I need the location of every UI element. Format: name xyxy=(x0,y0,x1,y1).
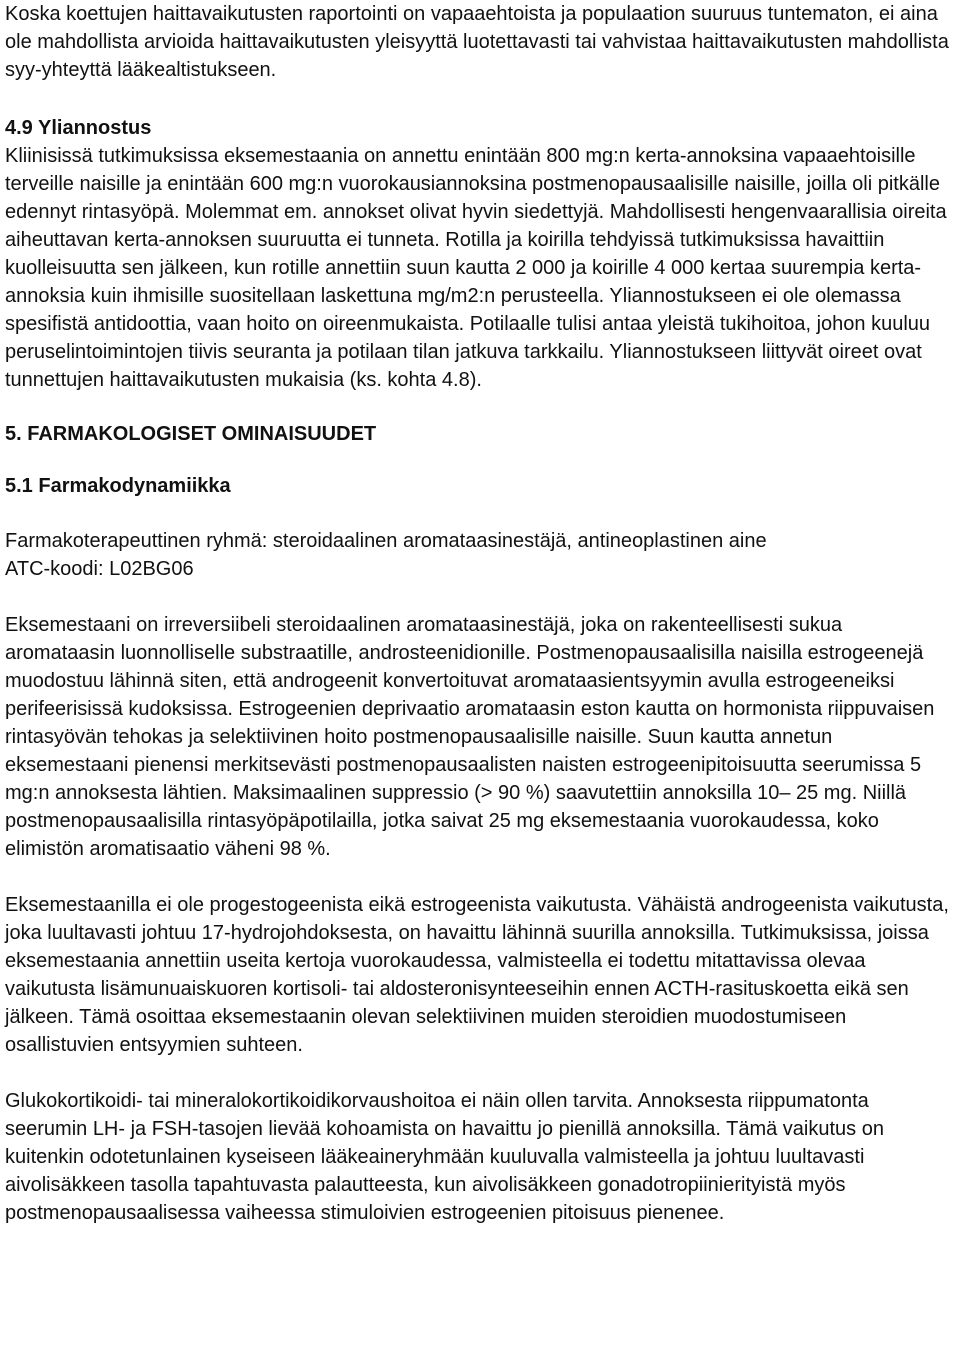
section-overdose xyxy=(5,114,955,394)
pharmacotherapeutic-group xyxy=(5,527,955,583)
section-5-1-heading: 5.1 Farmakodynamiikka xyxy=(5,475,231,497)
section-4-9-heading: 4.9 Yliannostus xyxy=(5,117,152,139)
section-4-9-body: Kliinisissä tutkimuksissa eksemestaania on annettu enintään 800 mg:n kerta-annoksina vapaaehtoisille terveille naisille ja enintään 600 mg:n vuorokausiannoksina postmenopausaalisille naisille, joilla oli pitkälle edennyt rintasyöpä. Molemmat em. annokset olivat hyvin siedettyjä. Mahdollisesti hengenvaarallisia oireita aiheuttavan kerta-annoksen suuruutta ei tunneta. Rotilla ja koirilla tehdyissä tutkimuksissa havaittiin kuolleisuutta sen jälkeen, kun rotille annettiin suun kautta 2 000 ja koirille 4 000 kertaa suurempia kerta-annoksia kuin ihmisille suositellaan laskettuna mg/m2:n perusteella. Yliannostukseen ei ole olemassa spesifistä antidoottia, vaan hoito on oireenmukaista. Potilaalle tulisi antaa yleistä tukihoitoa, johon kuuluu peruselintoimintojen tiivis seuranta ja potilaan tilan jatkuva tarkkailu. Yliannostukseen liittyvät oireet ovat tunnettujen haittavaikutusten mukaisia (ks. kohta 4.8). xyxy=(5,145,947,391)
hormonal-effects-paragraph: Eksemestaanilla ei ole progestogeenista eikä estrogeenista vaikutusta. Vähäistä androgeenista vaikutusta, joka luultavasti johtuu 17-hydrojohdoksesta, on havaittu lähinnä suurilla annoksilla. Tutkimuksissa, joissa eksemestaania annettiin useita kertoja vuorokaudessa, valmisteella ei todettu mitattavissa olevaa vaikutusta lisämunuaiskuoren kortisoli- tai aldosteronisynteeseihin ennen ACTH-rasituskoetta eikä sen jälkeen. Tämä osoittaa eksemestaanin olevan selektiivinen muiden steroidien muodostumiseen osallistuvien entsyymien suhteen. xyxy=(5,894,949,1056)
mechanism-paragraph: Eksemestaani on irreversiibeli steroidaalinen aromataasinestäjä, joka on rakenteellisesti sukua aromataasin luonnolliselle substraatille, androsteenidionille. Postmenopausaalisilla naisilla estrogeenejä muodostuu lähinnä siten, että androgeenit konvertoituvat aromataasientsyymin avulla estrogeeneiksi perifeerisissä kudoksissa. Estrogeenien deprivaatio aromataasin eston kautta on hormonista riippuvaisen rintasyövän tehokas ja selektiivinen hoito postmenopausaalisille naisille. Suun kautta annetun eksemestaani pienensi merkitsevästi postmenopausaalisten naisten estrogeenipitoisuutta seerumissa 5 mg:n annoksesta lähtien. Maksimaalinen suppressio (> 90 %) saavutettiin annoksilla 10– 25 mg. Niillä postmenopausaalisilla rintasyöpäpotilailla, jotka saivat 25 mg eksemestaania vuorokaudessa, koko elimistön aromatisaatio väheni 98 %. xyxy=(5,614,935,860)
replacement-therapy-paragraph: Glukokortikoidi- tai mineralokortikoidikorvaushoitoa ei näin ollen tarvita. Annoksesta riippumatonta seerumin LH- ja FSH-tasojen lievää kohoamista on havaittu jo pienillä annoksilla. Tämä vaikutus on kuitenkin odotetunlainen kyseiseen lääkeaineryhmään kuuluvalla valmisteella ja johtuu luultavasti aivolisäkkeen tasolla tapahtuvasta palautteesta, kun aivolisäkkeen gonadotropiinierityistä myös postmenopausaalisessa vaiheessa stimuloivien estrogeenien pitoisuus pienenee. xyxy=(5,1090,884,1224)
intro-paragraph: Koska koettujen haittavaikutusten raportointi on vapaaehtoista ja populaation suuruus tuntematon, ei aina ole mahdollista arvioida haittavaikutusten yleisyyttä luotettavasti tai vahvistaa haittavaikutusten mahdollista syy-yhteyttä lääkealtistukseen. xyxy=(5,3,949,81)
section-5-heading: 5. FARMAKOLOGISET OMINAISUUDET xyxy=(5,423,377,445)
group-line: Farmakoterapeuttinen ryhmä: steroidaalinen aromataasinestäjä, antineoplastinen aine xyxy=(5,530,767,552)
atc-code-line: ATC-koodi: L02BG06 xyxy=(5,558,194,580)
